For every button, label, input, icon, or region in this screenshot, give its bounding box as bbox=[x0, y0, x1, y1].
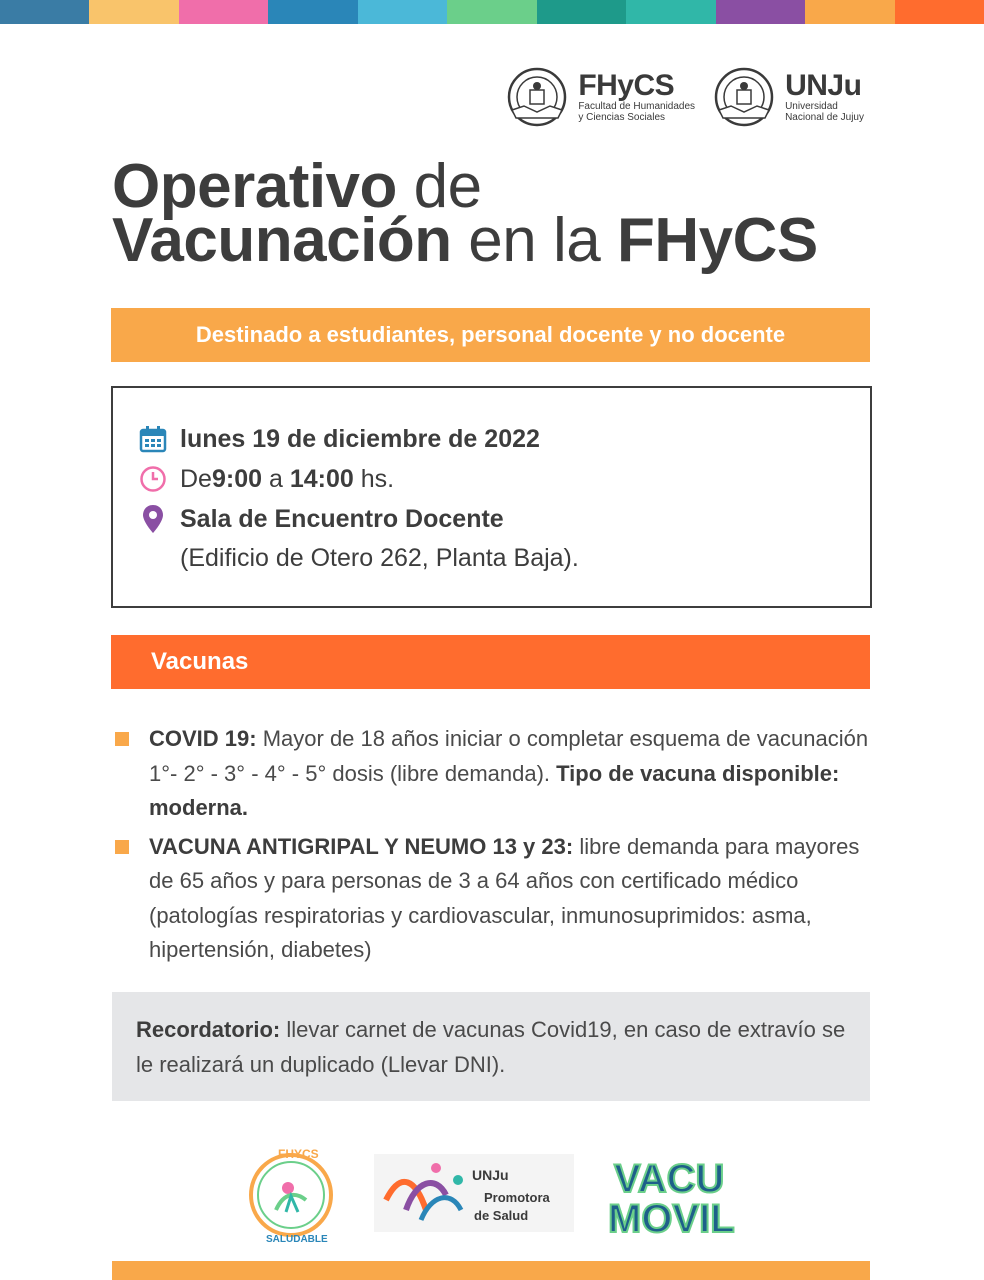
fhycs-saludable-top: FHYCS bbox=[278, 1147, 319, 1161]
time-prefix: De bbox=[180, 464, 212, 493]
reminder-label: Recordatorio: bbox=[136, 1017, 281, 1042]
color-stripe-segment bbox=[268, 0, 357, 24]
color-stripe-segment bbox=[358, 0, 447, 24]
fhycs-subtitle-1: Facultad de Humanidades bbox=[578, 101, 696, 112]
color-stripe-bar bbox=[0, 0, 984, 24]
institution-logos bbox=[506, 66, 872, 128]
color-stripe-segment bbox=[895, 0, 984, 24]
time-end: 14:00 bbox=[289, 464, 354, 493]
event-place: Sala de Encuentro Docente bbox=[180, 504, 504, 533]
color-stripe-segment bbox=[716, 0, 805, 24]
partner-logos bbox=[236, 1140, 756, 1250]
vaccine-bold-end: Tipo de vacuna disponible: moderna. bbox=[149, 760, 840, 820]
location-pin-icon bbox=[138, 504, 168, 534]
time-mid: a bbox=[262, 464, 290, 493]
title-line2-bold-end: FHyCS bbox=[616, 206, 818, 275]
color-stripe-segment bbox=[89, 0, 178, 24]
title-line2-bold: Vacunación bbox=[112, 206, 452, 275]
fhycs-name: FHyCS bbox=[578, 69, 675, 102]
event-address: (Edificio de Otero 262, Planta Baja). bbox=[180, 544, 579, 572]
reminder-box bbox=[112, 992, 870, 1101]
vaccine-label: COVID 19: bbox=[149, 726, 257, 751]
place-row bbox=[138, 504, 504, 534]
title-line2-regular: en la bbox=[451, 206, 617, 275]
promotora-line-1: UNJu bbox=[472, 1167, 509, 1183]
vacunas-header: Vacunas bbox=[111, 635, 870, 689]
vaccine-text: Mayor de 18 años iniciar o completar esquema de vacunación 1°- 2° - 3° - 4° - 5° dosis (libre demanda). bbox=[149, 726, 869, 786]
fhycs-seal-logo bbox=[506, 66, 568, 128]
vacumovil-line-1: VACU bbox=[614, 1157, 725, 1201]
vacunas-list bbox=[112, 722, 872, 972]
time-start: 9:00 bbox=[211, 464, 263, 493]
title-line1-regular: de bbox=[396, 152, 482, 221]
unju-subtitle-2: Nacional de Jujuy bbox=[785, 112, 864, 123]
fhycs-saludable-bottom: SALUDABLE bbox=[266, 1234, 328, 1245]
bullet-square-icon bbox=[115, 840, 129, 854]
list-item bbox=[112, 722, 872, 826]
reminder-text: llevar carnet de vacunas Covid19, en caso de extravío se le realizará un duplicado (Llevar DNI). bbox=[136, 1017, 846, 1077]
promotora-line-2: Promotora bbox=[484, 1190, 550, 1205]
time-suffix: hs. bbox=[353, 464, 395, 493]
unju-logo-text bbox=[785, 71, 864, 123]
unju-name: UNJu bbox=[785, 69, 862, 102]
calendar-icon bbox=[138, 424, 168, 454]
vacumovil-logo bbox=[608, 1157, 735, 1241]
promotora-line-3: de Salud bbox=[474, 1208, 529, 1223]
unju-seal-logo bbox=[713, 66, 775, 128]
color-stripe-segment bbox=[805, 0, 894, 24]
color-stripe-segment bbox=[447, 0, 536, 24]
clock-icon bbox=[138, 464, 168, 494]
title-line1-bold: Operativo bbox=[112, 152, 397, 221]
fhycs-subtitle-2: y Ciencias Sociales bbox=[578, 112, 666, 123]
vaccine-label: VACUNA ANTIGRIPAL Y NEUMO 13 y 23: bbox=[149, 833, 574, 859]
audience-banner: Destinado a estudiantes, personal docente y no docente bbox=[111, 308, 870, 362]
bottom-accent-bar bbox=[112, 1261, 870, 1280]
event-info-box bbox=[111, 386, 872, 608]
color-stripe-segment bbox=[0, 0, 89, 24]
bullet-square-icon bbox=[115, 732, 129, 746]
color-stripe-segment bbox=[537, 0, 626, 24]
fhycs-saludable-logo bbox=[251, 1147, 331, 1245]
address-row bbox=[180, 544, 579, 573]
time-row bbox=[138, 464, 394, 494]
date-row bbox=[138, 424, 540, 454]
list-item bbox=[112, 830, 872, 968]
color-stripe-segment bbox=[626, 0, 715, 24]
fhycs-logo-text bbox=[578, 71, 695, 123]
vacumovil-line-2: MOVIL bbox=[608, 1197, 735, 1241]
promotora-salud-logo bbox=[374, 1154, 574, 1232]
unju-subtitle-1: Universidad bbox=[785, 101, 838, 112]
event-date: lunes 19 de diciembre de 2022 bbox=[180, 424, 540, 453]
color-stripe-segment bbox=[179, 0, 268, 24]
partner-logos-graphic bbox=[236, 1140, 756, 1250]
vaccine-text: libre demanda para mayores de 65 años y para personas de 3 a 64 años con certificado médico (patologías respiratorias y cardiovascular, inmunosuprimidos: asma, hipertensión, diabetes) bbox=[149, 833, 860, 962]
page-title bbox=[112, 152, 892, 275]
